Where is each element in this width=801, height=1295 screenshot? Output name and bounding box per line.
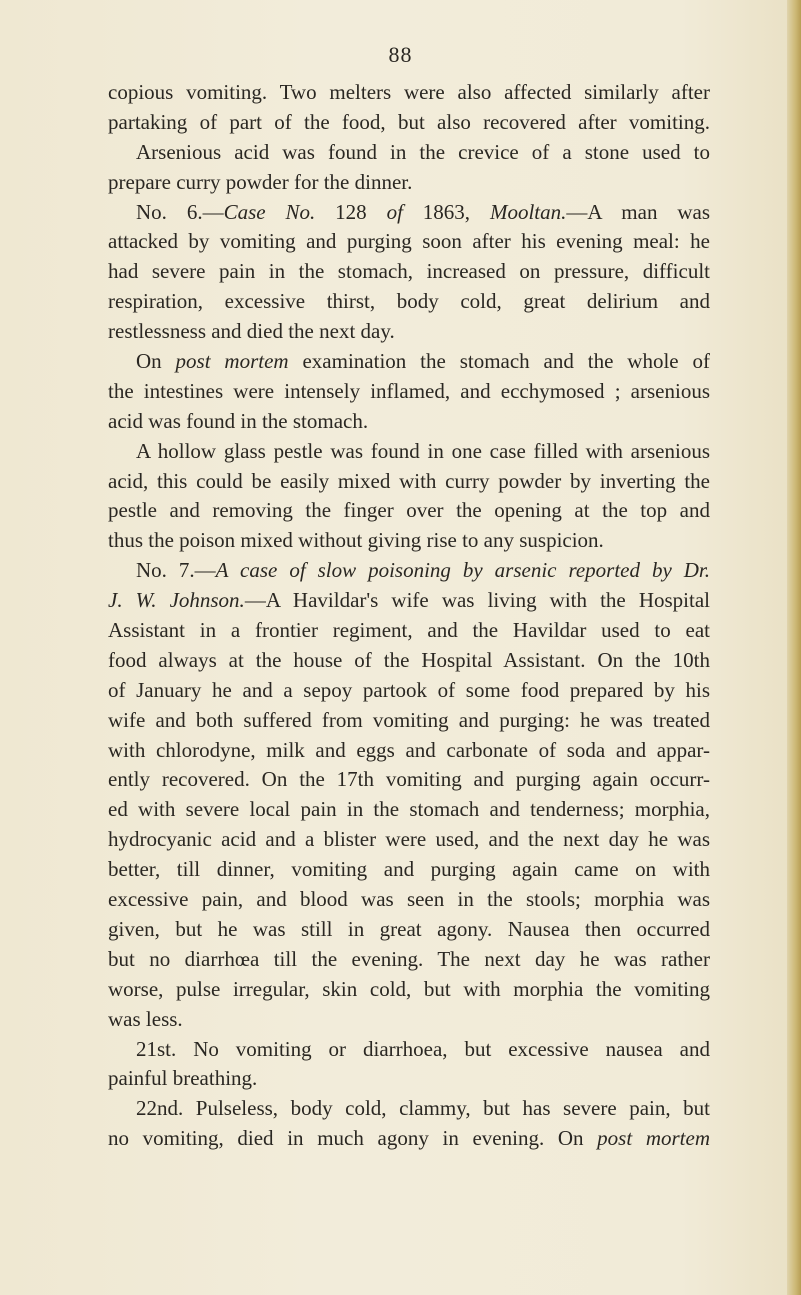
text-line: given, but he was still in great agony. Nausea then occurred	[108, 916, 710, 941]
text-line: No. 6.—Case No. 128 of 1863, Mooltan.—A man was	[136, 199, 711, 224]
text-line: of January he and a sepoy partook of some food prepared by his	[108, 677, 710, 702]
text-line: better, till dinner, vomiting and purging again came on with	[108, 857, 710, 882]
text-line: the intestines were intensely inflamed, and ecchymosed ; arsenious	[108, 378, 710, 403]
text-line: prepare curry powder for the dinner.	[108, 169, 413, 194]
page-number: 88	[388, 42, 413, 67]
text-line: acid, this could be easily mixed with curry powder by inverting the	[108, 468, 710, 493]
text-line: No. 7.—A case of slow poisoning by arsenic reported by Dr.	[136, 558, 711, 583]
text-line: excessive pain, and blood was seen in the stools; morphia was	[108, 887, 710, 912]
text-line: thus the poison mixed without giving rise to any suspicion.	[108, 528, 604, 553]
text-line: copious vomiting. Two melters were also affected similarly after	[108, 80, 710, 104]
text-line: painful breathing.	[108, 1066, 258, 1091]
text-line: but no diarrhœa till the evening. The next day he was rather	[108, 946, 710, 971]
text-line: hydrocyanic acid and a blister were used, and the next day he was	[108, 827, 710, 852]
text-line: pestle and removing the finger over the opening at the top and	[108, 498, 710, 523]
text-line: acid was found in the stomach.	[108, 408, 369, 433]
text-line: had severe pain in the stomach, increased on pressure, difficult	[108, 259, 710, 284]
text-line: was less.	[108, 1006, 183, 1031]
text-line: ed with severe local pain in the stomach and tenderness; morphia,	[108, 797, 710, 822]
text-line: Arsenious acid was found in the crevice of a stone used to	[136, 139, 710, 164]
text-line: no vomiting, died in much agony in evening. On post mortem	[108, 1126, 710, 1151]
text-line: 21st. No vomiting or diarrhoea, but excessive nausea and	[136, 1036, 710, 1061]
body-text	[108, 78, 710, 1154]
text-line: ently recovered. On the 17th vomiting and purging again occurr-	[108, 767, 710, 792]
text-line: 22nd. Pulseless, body cold, clammy, but has severe pain, but	[136, 1096, 710, 1121]
text-line: partaking of part of the food, but also recovered after vomiting.	[108, 109, 710, 134]
text-line: On post mortem examination the stomach and the whole of	[136, 349, 710, 374]
text-line: respiration, excessive thirst, body cold, great delirium and	[108, 289, 710, 314]
text-line: wife and both suffered from vomiting and purging: he was treated	[108, 707, 710, 732]
text-line: restlessness and died the next day.	[108, 319, 395, 344]
text-line: food always at the house of the Hospital Assistant. On the 10th	[108, 647, 710, 672]
text-line: Assistant in a frontier regiment, and the Havildar used to eat	[108, 618, 710, 643]
text-line: with chlorodyne, milk and eggs and carbonate of soda and appar-	[108, 737, 710, 762]
text-line: worse, pulse irregular, skin cold, but with morphia the vomiting	[108, 976, 710, 1001]
text-line: attacked by vomiting and purging soon after his evening meal: he	[108, 229, 710, 254]
text-line: J. W. Johnson.—A Havildar's wife was living with the Hospital	[108, 588, 710, 613]
text-line: A hollow glass pestle was found in one case filled with arsenious	[136, 438, 710, 463]
page-edge-shadow	[787, 0, 801, 1295]
